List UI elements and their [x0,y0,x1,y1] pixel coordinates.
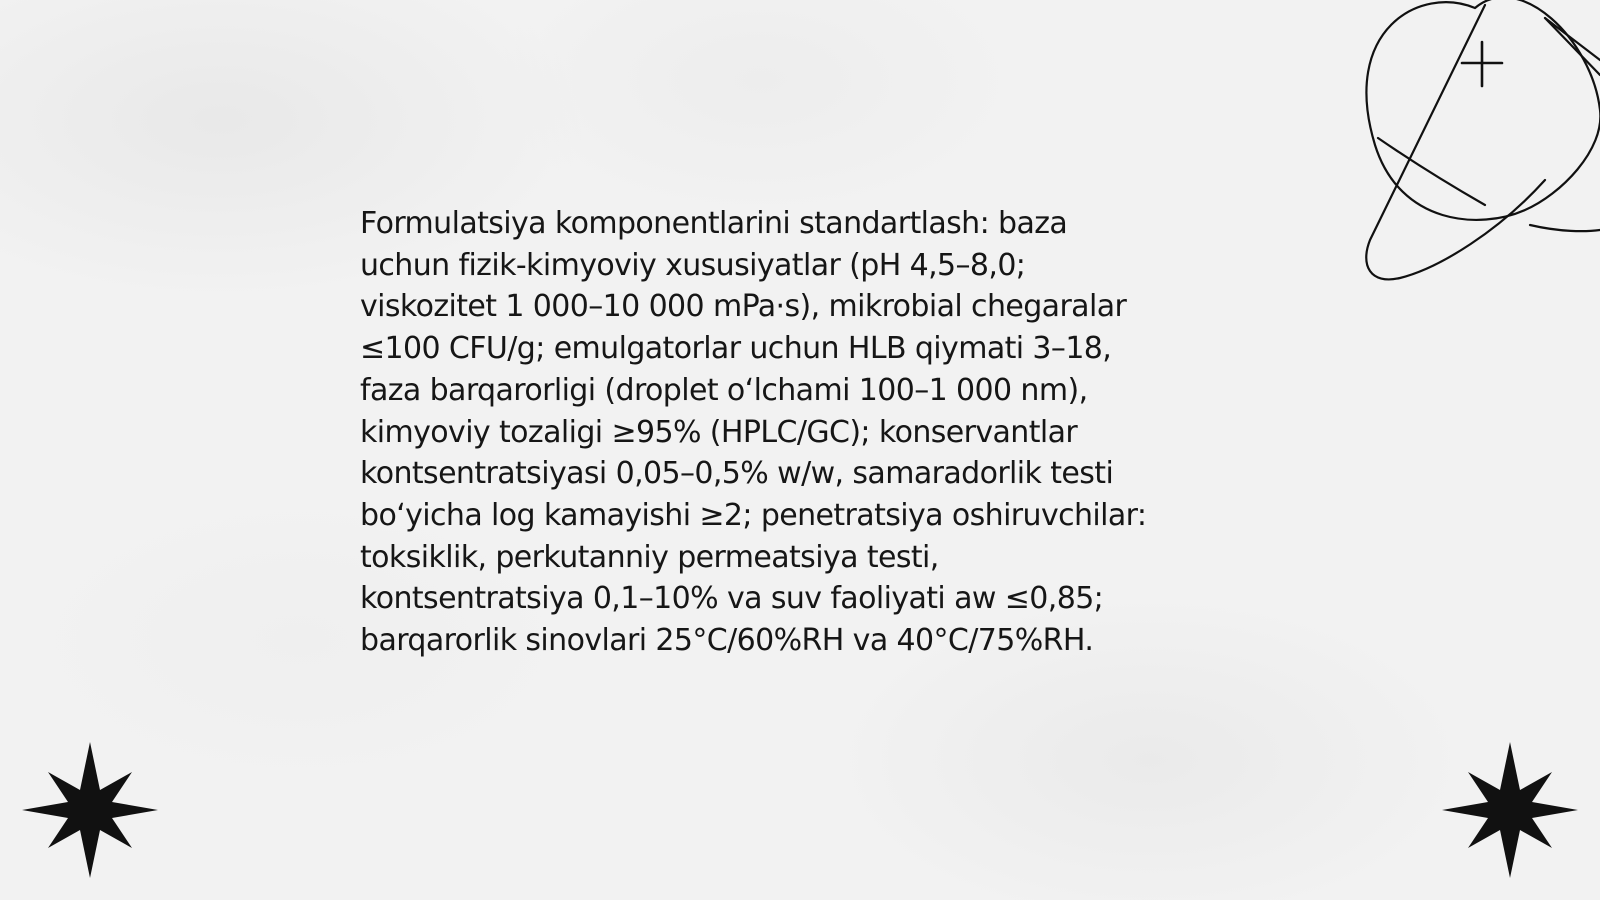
orbit-icon [1330,0,1600,300]
four-point-star-icon [1442,742,1578,878]
four-point-star-icon [22,742,158,878]
plus-sparkle-icon [1462,42,1502,86]
slide-body-text: Formulatsiya komponentlarini standartlash: baza uchun fizik-kimyoviy xususiyatlar (pH 4,5–8,0; viskozitet 1 000–10 000 mPa·s), mikrobial chegaralar ≤100 CFU/g; emulgatorlar uchun HLB qiymati 3–18, faza barqarorligi (droplet oʻlchami 100–1 000 nm), kimyoviy tozaligi ≥95% (HPLC/GC); konservantlar kontsentratsiyasi 0,05–0,5% w/w, samaradorlik testi boʻyicha log kamayishi ≥2; penetratsiya oshiruvchilar: toksiklik, perkutanniy permeatsiya testi, kontsentratsiya 0,1–10% va suv faoliyati aw ≤0,85; barqarorlik sinovlari 25°C/60%RH va 40°C/75%RH. [360,206,1147,659]
